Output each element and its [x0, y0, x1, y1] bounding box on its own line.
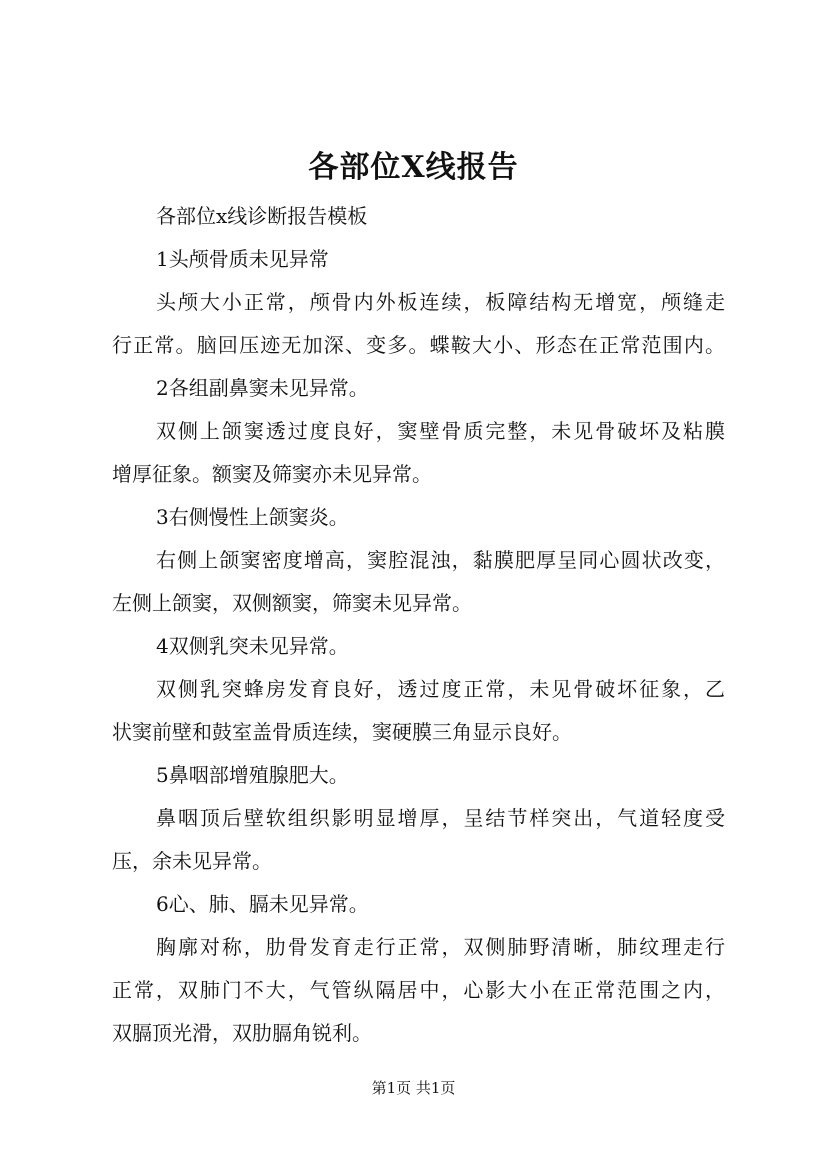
page-footer: 第1页 共1页	[371, 1079, 456, 1097]
section-heading: 6心、肺、膈未见异常。	[156, 892, 369, 916]
paragraph-line: 双侧乳突蜂房发育良好，透过度正常，未见骨破坏征象，乙	[156, 677, 725, 701]
paragraph-line: 增厚征象。额窦及筛窦亦未见异常。	[112, 462, 432, 486]
paragraph-line: 双侧上颌窦透过度良好，窦壁骨质完整，未见骨破坏及粘膜	[156, 419, 725, 443]
paragraph-line: 行正常。脑回压迹无加深、变多。蝶鞍大小、形态在正常范围内。	[112, 333, 725, 357]
paragraph-line: 鼻咽顶后壁软组织影明显增厚，呈结节样突出，气道轻度受	[156, 806, 725, 830]
page-title: 各部位X线报告	[308, 150, 519, 185]
section-heading: 2各组副鼻窦未见异常。	[156, 376, 369, 400]
paragraph-line: 左侧上颌窦，双侧额窦，筛窦未见异常。	[112, 591, 472, 615]
document-subtitle: 各部位x线诊断报告模板	[156, 204, 368, 228]
section-heading: 1头颅骨质未见异常	[156, 247, 329, 271]
document-body	[112, 195, 725, 1055]
section-heading: 5鼻咽部增殖腺肥大。	[156, 763, 349, 787]
paragraph-line: 压，余未见异常。	[112, 849, 272, 873]
paragraph-line: 双膈顶光滑，双肋膈角锐利。	[112, 1021, 372, 1045]
section-heading: 3右侧慢性上颌窦炎。	[156, 505, 349, 529]
paragraph-line: 头颅大小正常，颅骨内外板连续，板障结构无增宽，颅缝走	[156, 290, 725, 314]
section-heading: 4双侧乳突未见异常。	[156, 634, 349, 658]
paragraph-line: 正常，双肺门不大，气管纵隔居中，心影大小在正常范围之内，	[112, 978, 725, 1002]
paragraph-line: 右侧上颌窦密度增高，窦腔混浊，黏膜肥厚呈同心圆状改变，	[156, 548, 725, 572]
paragraph-line: 胸廓对称，肋骨发育走行正常，双侧肺野清晰，肺纹理走行	[156, 935, 725, 959]
paragraph-line: 状窦前壁和鼓室盖骨质连续，窦硬膜三角显示良好。	[112, 720, 572, 744]
